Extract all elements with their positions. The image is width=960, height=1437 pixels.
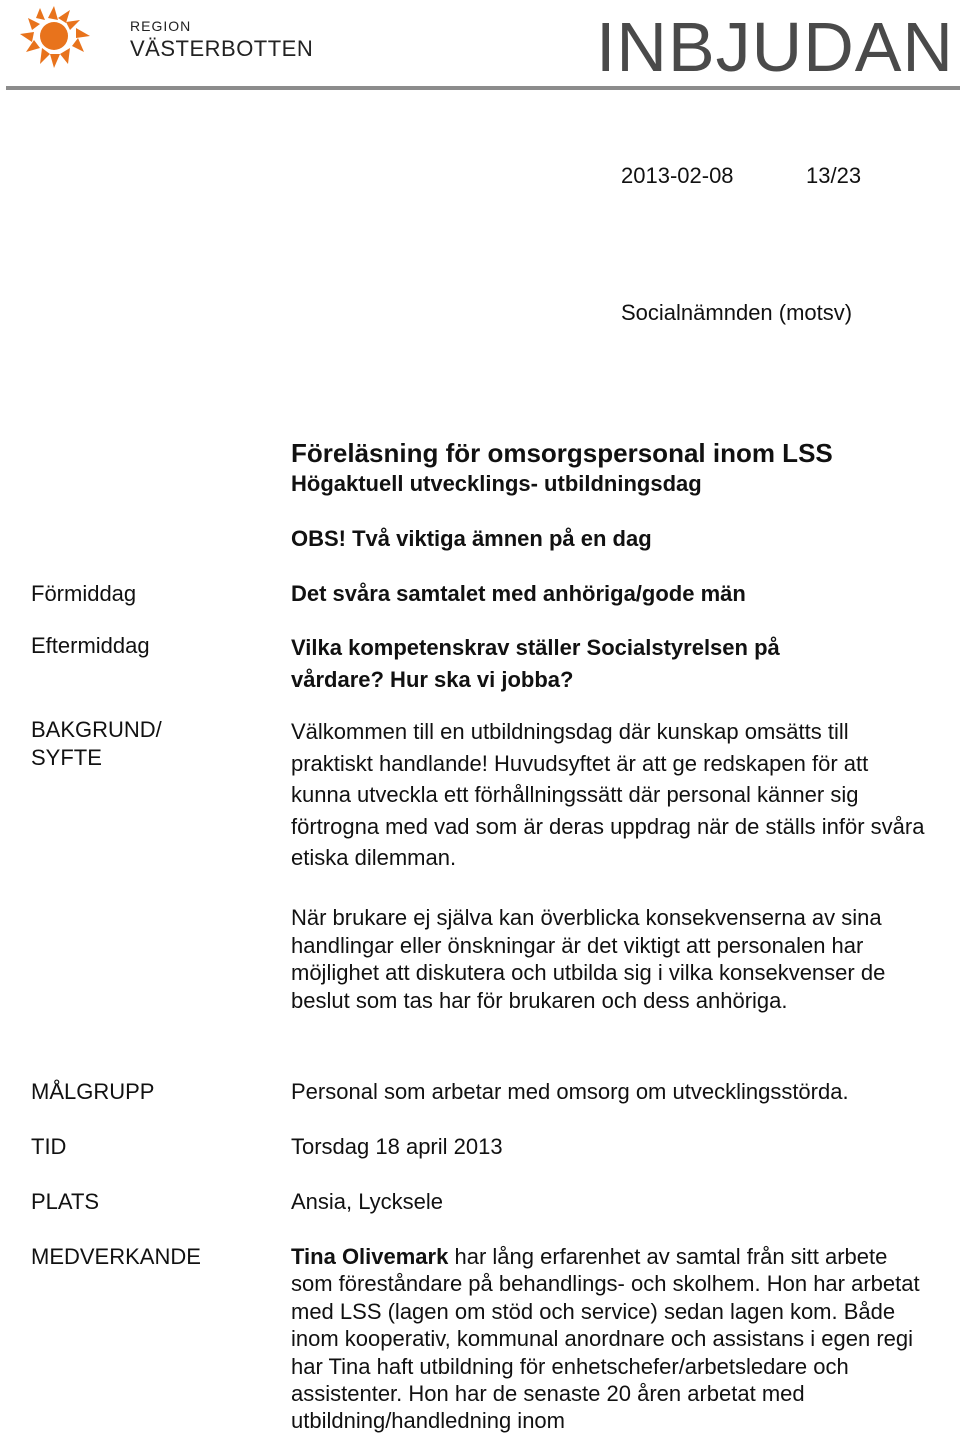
- sub-heading: Högaktuell utvecklings- utbildningsdag: [291, 471, 702, 496]
- obs-note: OBS! Två viktiga ämnen på en dag: [291, 526, 652, 551]
- background-label: BAKGRUND/ SYFTE: [31, 717, 162, 770]
- logo-name-text: VÄSTERBOTTEN: [130, 36, 314, 61]
- afternoon-label: Eftermiddag: [31, 633, 150, 658]
- page-number: 13/23: [806, 163, 862, 188]
- document-title: INBJUDAN: [595, 8, 954, 86]
- background-paragraph-2: När brukare ej själva kan överblicka konsekvenserna av sina handlingar eller önskningar är det viktigt att personalen har möjlighet att diskutera och utbilda sig i vilka konsekvenser de beslut som tas har för brukaren och dess anhöriga.: [291, 905, 886, 1013]
- region-star-logo-icon: [18, 6, 92, 68]
- place-label: PLATS: [31, 1189, 100, 1214]
- time-value: Torsdag 18 april 2013: [291, 1134, 503, 1159]
- region-logo: [18, 6, 328, 72]
- target-group-value: Personal som arbetar med omsorg om utvecklingsstörda.: [291, 1079, 849, 1104]
- contributor-name: Tina Olivemark: [291, 1244, 449, 1269]
- recipient: Socialnämnden (motsv): [621, 300, 853, 325]
- document-date: 2013-02-08: [621, 163, 734, 188]
- place-value: Ansia, Lycksele: [291, 1189, 444, 1214]
- time-label: TID: [31, 1134, 67, 1159]
- afternoon-topic: Vilka kompetenskrav ställer Socialstyrelsen på vårdare? Hur ska vi jobba?: [291, 635, 780, 692]
- header-divider: [6, 86, 960, 90]
- main-heading: Föreläsning för omsorgspersonal inom LSS: [291, 438, 833, 468]
- target-group-label: MÅLGRUPP: [31, 1079, 155, 1104]
- background-paragraph-1: Välkommen till en utbildningsdag där kunskap omsätts till praktiskt handlande! Huvudsyftet är att ge redskapen för att kunna utveckla ett förhållningssätt där personal känner sig förtrogna med vad som är deras uppdrag när de ställs inför svåra etiska dilemman.: [291, 719, 925, 870]
- contributors-text: [291, 1243, 931, 1435]
- logo-region-text: REGION: [130, 18, 192, 34]
- forenoon-topic: Det svåra samtalet med anhöriga/gode män: [291, 581, 746, 606]
- contributors-label: MEDVERKANDE: [31, 1244, 201, 1269]
- contributor-description: har lång erfarenhet av samtal från sitt arbete som föreståndare på behandlings- och skolhem. Hon har arbetat med LSS (lagen om stöd och service) sedan lagen kom. Både inom kooperativ, kommunal anordnare och assistans i egen regi har Tina haft utbildning för enhetschefer/arbetsledare och assistenter. Hon har de senaste 20 åren arbetat med utbildning/handledning inom: [291, 1244, 920, 1434]
- forenoon-label: Förmiddag: [31, 581, 137, 606]
